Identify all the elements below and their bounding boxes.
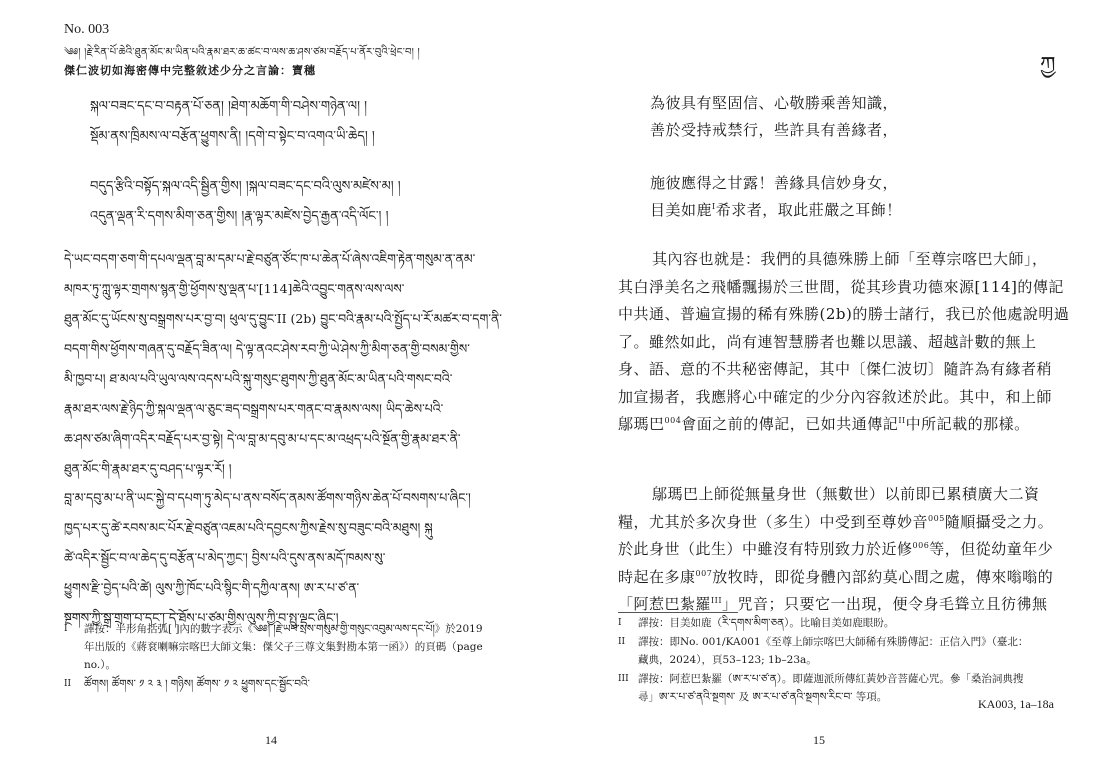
footnote-divider (64, 613, 184, 614)
tibetan-line: མི་ཁྱབ་པ། ཐ་མལ་པའི་ཡུལ་ལས་འདས་པའི་སྐུ་གསུང་ཐུགས་ཀྱི་ཐུན་མོང་མ་ཡིན་པའི་གསང་བའི་ (64, 371, 453, 386)
tibetan-line: ཕྱུགས་རྫི་བྱེད་པའི་ཚེ། ལུས་ཀྱི་ཁོང་པའི་སྙིང་གི་དཀྱིལ་ནས། ཨ་ར་པ་ཙ་ན་ (64, 580, 360, 595)
tibetan-line: བདག་གིས་ཕྱོགས་གཞན་དུ་བརྗོད་ཟིན་ལ། དེ་ལྟ་ནའང་ཤེས་རབ་ཀྱི་ཡེ་ཤེས་ཀྱི་མིག་ཅན་གྱི་བསམ་གྱིས་ (64, 341, 470, 356)
footnote-text: 譯按：阿惹巴紮羅（ཨ་ར་པ་ཙ་ན）。即薩迦派所傳紅黃妙音菩薩心咒。參「桑治詞典搜尋」ཨ་ར་པ་ཙ་ནའི་སྔགས་ 及 ཨ་ར་པ་ཙ་ནའི་སྔགས་རིང་བ་ 等項。 (638, 673, 1024, 703)
tibetan-line: ཐུན་མོང་དུ་ཡོངས་སུ་བསྒྲགས་པར་བྱ་བ། ཕུལ་དུ་བྱུང་II (2b) བྱུང་བའི་རྣམ་པའི་སྤྱོད་པ་རོ་མཚར་བ་དག་ནི་ (64, 311, 502, 326)
text-run: 會面之前的傳記，已如共通傳記 (681, 415, 899, 433)
right-page (550, 0, 1100, 767)
text-run: 放牧時，即從身體內部約莫心間之處，傳來嗡嗡的 (712, 567, 1054, 586)
chinese-line: 施彼應得之甘露！善緣具信妙身女， (650, 174, 899, 192)
text-run: 時起在多康 (618, 567, 696, 586)
text-run: 鄔瑪巴 (618, 415, 665, 433)
footnote-number: I (618, 618, 622, 628)
chinese-line (618, 564, 1058, 592)
text-run: 於此身世（此生）中雖沒有特別致力於近修 (618, 540, 913, 558)
footnote (64, 620, 484, 674)
text-run: 目美如鹿 (650, 201, 713, 219)
tibetan-prose-1 (64, 244, 512, 484)
tibetan-line: ཁྱད་པར་དུ་ཚེ་རབས་མང་པོར་རྗེ་བཙུན་འཇམ་པའི་དབྱངས་ཀྱིས་རྗེས་སུ་བཟུང་བའི་མཐུས། སྐུ (64, 520, 433, 535)
chinese-paragraph-1 (618, 246, 1070, 439)
footnote-text: 譯按：目美如鹿（རི་དགས་མིག་ཅན）。比喻目美如鹿眼盼。 (638, 617, 895, 629)
text-run: 」咒音；只要它一出現，便令身毛聳立且彷彿無 (722, 595, 1048, 613)
tibetan-line: བླ་མ་དབུ་མ་པ་ནི་ཡང་སྐྱེ་བ་དཔག་ཏུ་མེད་པ་ནས་བསོད་ནམས་ཚོགས་གཉིས་ཆེན་པོ་བསགས་པ་ཞིང་། (64, 490, 471, 505)
tibetan-line: འདུན་ལྡན་རི་དགས་མིག་ཅན་གྱིས། །རྣ་ལྟར་མཛེས་བྱེད་རྒྱན་འདི་ལོང་། ། (90, 209, 389, 224)
footnote (618, 633, 1038, 669)
footnote-divider (618, 612, 738, 613)
tibetan-line: རྣམ་ཐར་ལས་རྗེ་ཉིད་ཀྱི་སྐལ་ལྡན་ལ་ཅུང་ཟད་བསྒྲགས་པར་གནང་བ་རྣམས་ལས། ཡིད་ཆེས་པའི་ (64, 401, 444, 416)
footnote-ref[interactable]: I (712, 202, 716, 211)
footnote (64, 675, 484, 693)
text-run: 希求者，取此莊嚴之耳飾！ (715, 201, 902, 219)
text-run: 「阿惹巴紮羅 (618, 595, 712, 613)
text-run: 等，但從幼童年少 (929, 540, 1054, 558)
tibetan-line: མཁར་ཏུ་ཀླུ་ལྟར་གྲགས་སྙན་གྱི་ཕྱོགས་སུ་ལྡན་པ་[114]ཆེའི་འབྱུང་གནས་ལས་ལས་ (64, 281, 405, 296)
text-run: 中所記載的那樣。 (905, 415, 1030, 433)
chinese-line: 了。雖然如此，尚有連智慧勝者也難以思議、超越計數的無上 (618, 332, 1037, 351)
tibetan-verse-1 (90, 92, 510, 152)
footnote-ref[interactable]: 007 (695, 568, 713, 578)
page-number-right: 15 (813, 733, 825, 747)
tibetan-prose-2 (64, 483, 512, 633)
chinese-line: 其白淨美名之飛幡飄揚於三世間，從其珍貴功德來源[114]的傳記 (618, 277, 1064, 296)
chinese-line (618, 536, 1058, 564)
footnote-number: II (618, 637, 626, 647)
header-number: No. 003 (64, 22, 110, 37)
footnote-number: II (64, 679, 72, 689)
chinese-line (618, 411, 1058, 439)
text-run: 隨順攝受之力。 (944, 512, 1054, 531)
tibetan-line: ཆ་ཤས་ཙམ་ཞིག་འདིར་བརྗོད་པར་བྱ་སྟེ། དེ་ལ་བླ་མ་དབུ་མ་པ་དང་མ་འཕྲད་པའི་སྔོན་གྱི་རྣམ་ཐར་ནི་ (64, 431, 461, 446)
footnotes-left (64, 620, 484, 694)
tibetan-line: ཚེ་འདིར་སྦྱོང་བ་ལ་ཆེད་དུ་བརྩོན་པ་མེད་ཀྱང་། བྱིས་པའི་དུས་ནས་མདོ་ཁམས་སུ་ (64, 550, 386, 565)
chinese-line: 其內容也就是：我們的具德殊勝上師「至尊宗喀巴大師」， (652, 250, 1048, 268)
chinese-line: 中共通、普遍宣揚的稀有殊勝(2b)的勝士諸行，我已於他處說明過 (618, 305, 1070, 323)
running-reference: KA003, 1a–18a (978, 697, 1054, 711)
chinese-line: 加宣揚者，我應將心中確定的少分內容敘述於此。其中，和上師 (618, 387, 1053, 406)
page-number-left: 14 (265, 733, 277, 747)
footnote-ref[interactable]: III (711, 596, 722, 605)
tibetan-line: སྡོམ་ནས་ཁྲིམས་ལ་བརྩོན་ཕྱུགས་ནི། །དགེ་བ་སྟེང་བ་འགའ་ཡི་ཆེད། ། (90, 129, 375, 144)
chinese-line (618, 509, 1058, 537)
footnote (618, 670, 1038, 706)
footnote-ref[interactable]: 004 (664, 416, 682, 425)
footnote (618, 614, 1038, 632)
footnote-text: ཚོགས། ཚོགས་ ༡ ༢ ༣ ། གཉིས། ཚོགས་ ༡ ༢ ཕྱུགས་དང་སྦྱོང་བའི་ (84, 678, 310, 690)
footnote-ref[interactable]: 005 (928, 513, 945, 523)
chinese-verse-1 (650, 90, 1030, 144)
tibetan-line: སྐལ་བཟང་དང་བ་བརྟན་པོ་ཅན། །ཐེག་མཆོག་གི་བཤེས་གཉེན་ལ། ། (90, 99, 368, 114)
chinese-line: 為彼具有堅固信、心敬勝乘善知識， (650, 94, 899, 112)
tibetan-line: བདུད་རྩིའི་བསྟོད་སྐལ་འདི་སྦྱིན་གྱིས། །སྐལ་བཟང་དང་བའི་ལུས་མཛེས་མ། ། (90, 179, 401, 194)
footnote-number: I (64, 624, 68, 634)
tibetan-verse-2 (90, 172, 510, 232)
header-chinese-title: 傑仁波切如海密傳中完整敘述少分之言論：寶穗 (64, 64, 316, 77)
footnotes-right (618, 614, 1038, 707)
footnote-ref[interactable]: II (898, 416, 906, 425)
footnote-text: 譯按：半形角括弧[ ]內的數字表示《༄༅། །རྗེ་ཡབ་སྲས་གསུམ་གྱི་གསུང་འབུམ་ལས་དང་པོ།》於2019年出版的《蔣袞喇嘛宗喀巴大師文集：傑父子三尊文集對勘本第一函》）的頁碼（page no.）。 (84, 623, 483, 671)
publisher-logo-icon: ཀྱ (1040, 53, 1056, 78)
chinese-verse-2 (650, 170, 1030, 224)
chinese-line: 身、語、意的不共秘密傳記，其中〔傑仁波切〕隨許為有緣者稍 (618, 360, 1053, 378)
header-tibetan-title: ༄༅། །རྗེ་རིན་པོ་ཆེའི་ཐུན་མོང་མ་ཡིན་པའི་རྣམ་ཐར་ཆ་ཚང་བ་ལས་ཆ་ཤས་ཙམ་བརྗོད་པ་ནོར་བུའི་ཕྲེང་བ། ། (64, 47, 420, 58)
tibetan-line: སྔགས་ཀྱི་སྒྲ་གྲག་པ་དང་། དེ་ཐོས་པ་ཙམ་གྱིས་ལུས་ཀྱི་བ་སྤུ་ལྡང་ཞིང་། (64, 610, 339, 625)
chinese-line (650, 197, 1030, 224)
chinese-paragraph-2 (618, 481, 1058, 619)
footnote-number: III (618, 674, 629, 684)
footnote-ref[interactable]: 006 (912, 541, 930, 550)
tibetan-line: དེ་ཡང་བདག་ཅག་གི་དཔལ་ལྡན་བླ་མ་དམ་པ་རྗེ་བཙུན་ཙོང་ཁ་པ་ཆེན་པོ་ཞེས་འཇིག་རྟེན་གསུམ་ན་ནམ་ (64, 251, 476, 266)
text-run: 糧，尤其於多次身世（多生）中受到至尊妙音 (618, 512, 929, 531)
tibetan-line: ཐུན་མོང་གི་རྣམ་ཐར་དུ་བཤད་པ་ལྟར་རོ། ། (64, 461, 232, 476)
chinese-line: 鄔瑪巴上師從無量身世（無數世）以前即已累積廣大二資 (652, 485, 1040, 503)
chinese-line: 善於受持戒禁行，些許具有善緣者， (650, 121, 899, 139)
footnote-text: 譯按：即No. 001/KA001《至尊上師宗喀巴大師稀有殊勝傳記：正信入門》（臺北：藏典，2024），頁53–123; 1b–23a。 (638, 636, 1029, 666)
